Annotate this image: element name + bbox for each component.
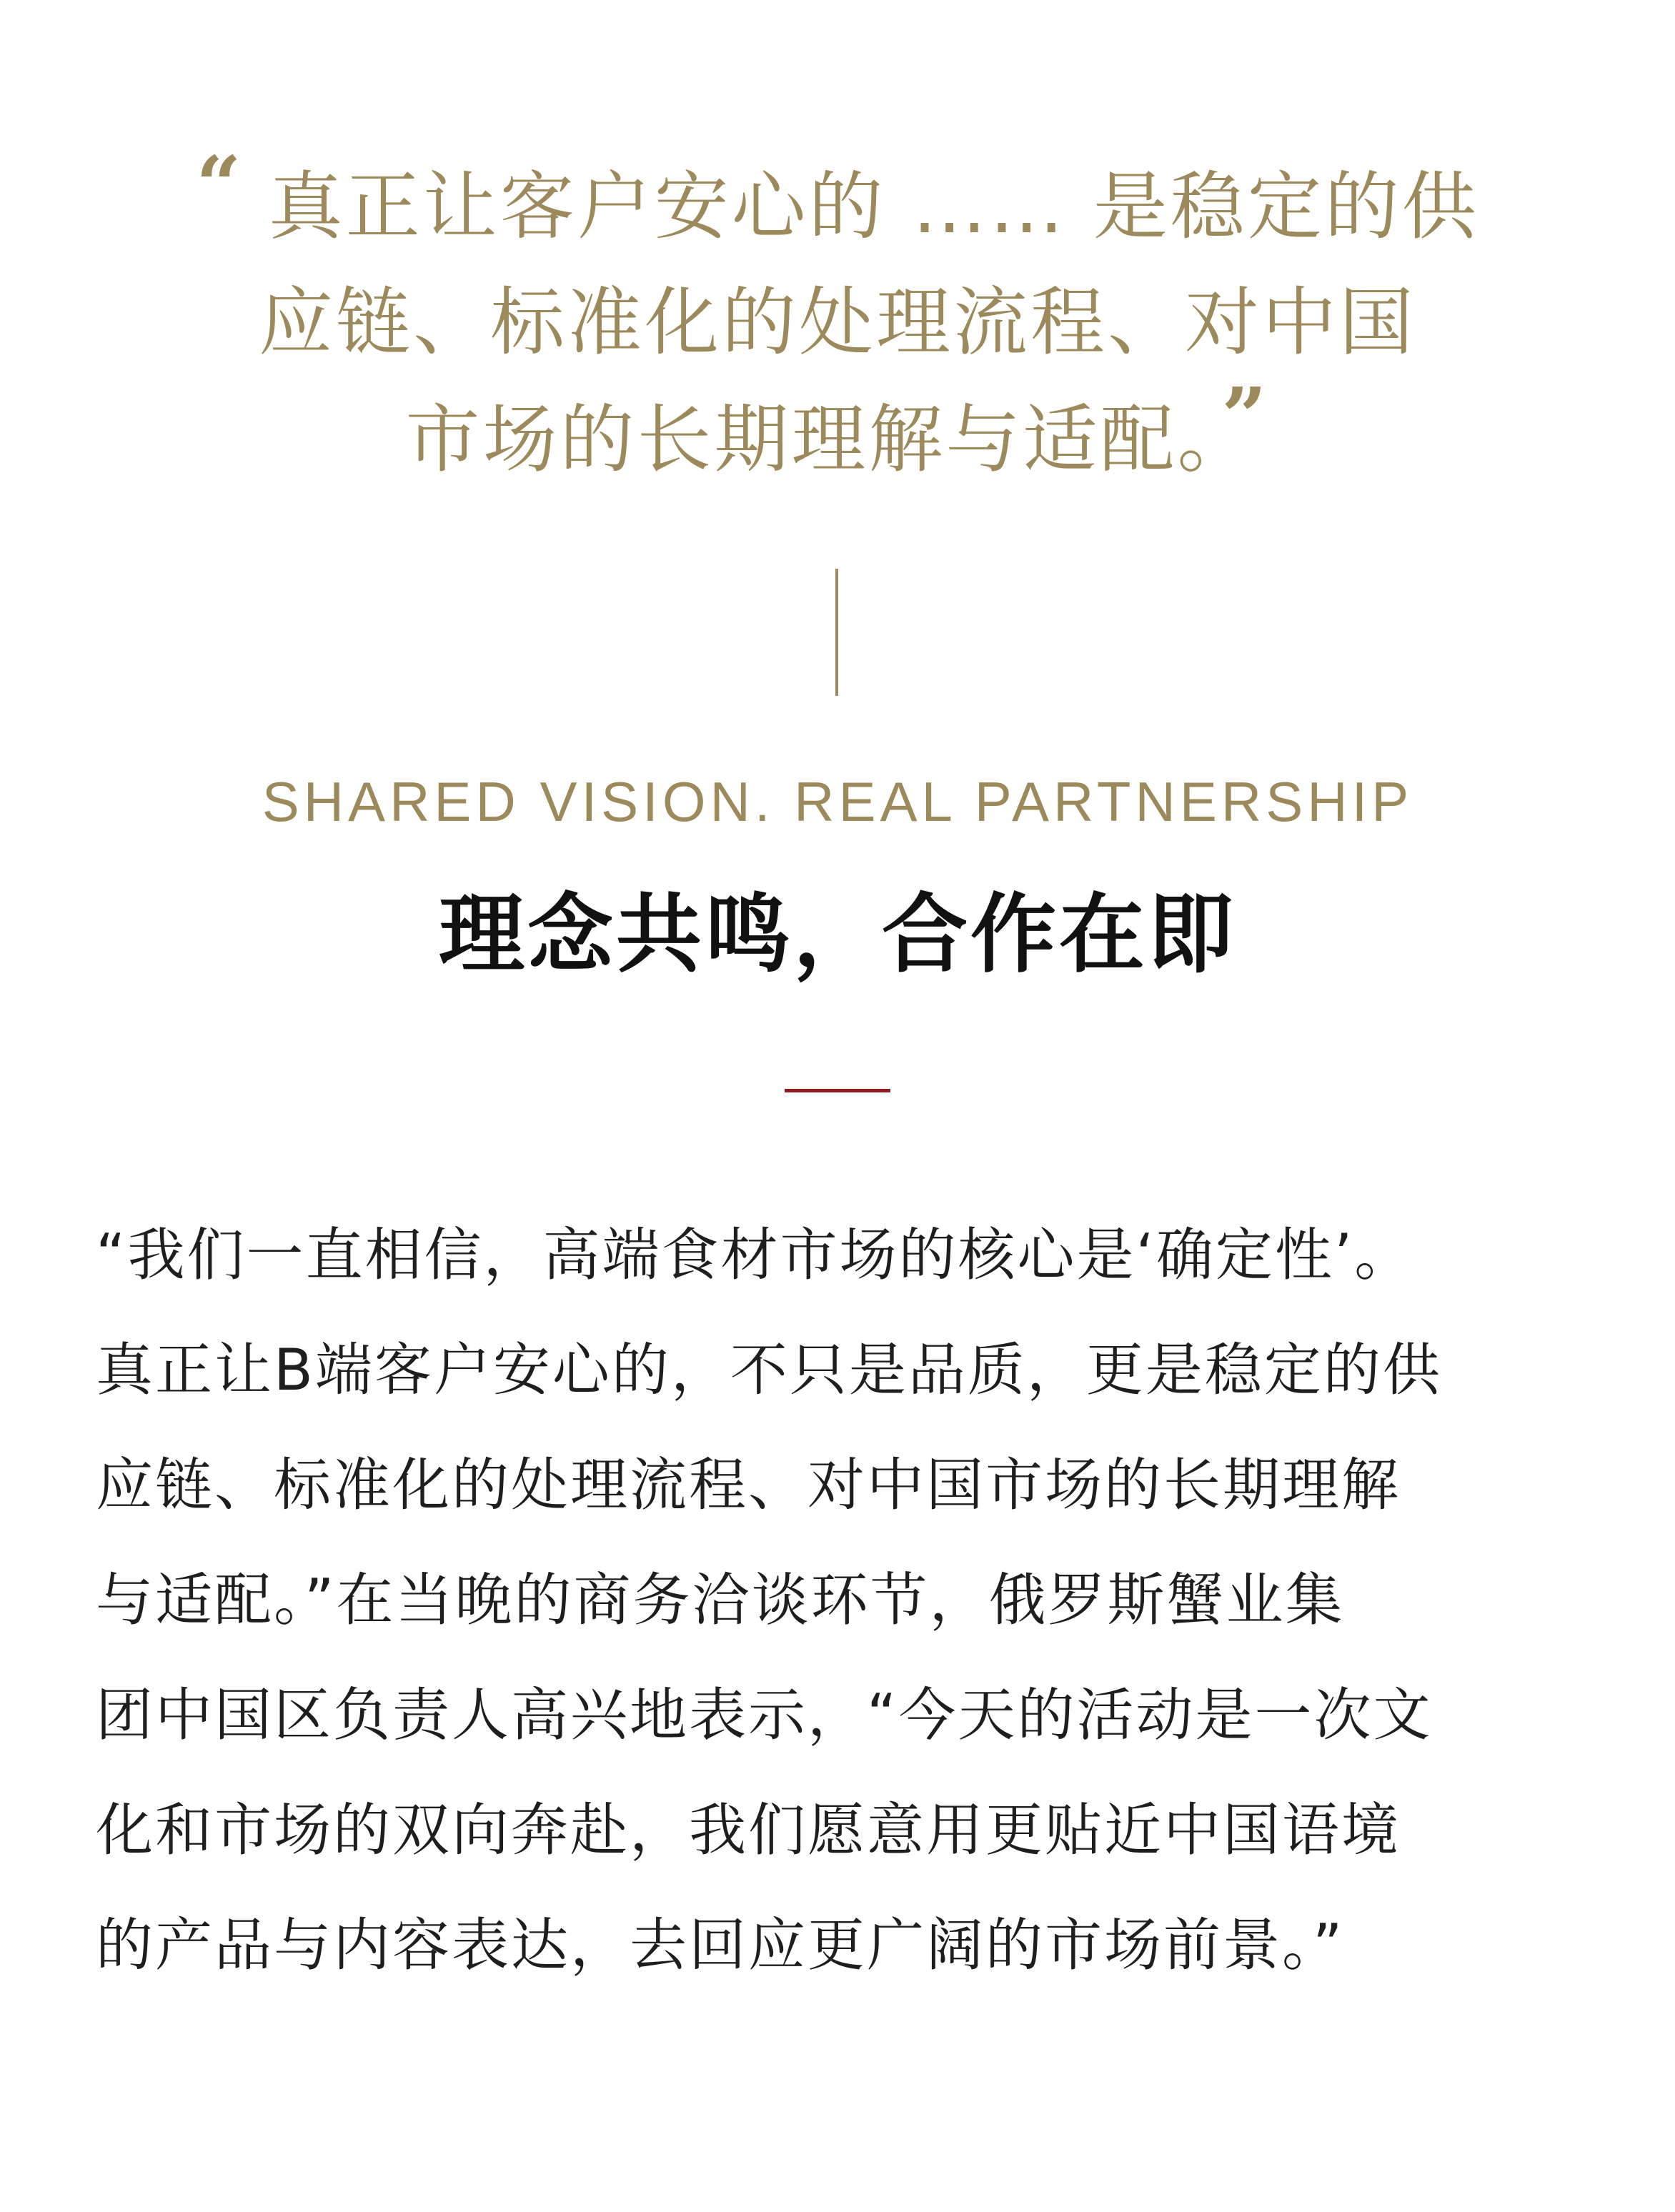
- body-line: 团中国区负责人高兴地表示，“今天的活动是一次文: [96, 1682, 1433, 1748]
- body-paragraph: [96, 1197, 1579, 2003]
- vertical-divider: [835, 569, 838, 696]
- open-quote-mark: “: [196, 139, 244, 231]
- body-line: 真正让B端客户安心的，不只是品质，更是稳定的供: [96, 1337, 1442, 1403]
- pull-quote-line: [0, 370, 1675, 497]
- body-line: “我们一直相信，高端食材市场的核心是‘确定性’。: [96, 1222, 1414, 1288]
- pull-quote-text: 市场的长期理解与适配。: [405, 396, 1218, 483]
- section-eyebrow: SHARED VISION. REAL PARTNERSHIP: [262, 770, 1413, 833]
- body-line: 化和市场的双向奔赴，我们愿意用更贴近中国语境: [96, 1797, 1401, 1863]
- body-line: 的产品与内容表达，去回应更广阔的市场前景。”: [96, 1912, 1345, 1978]
- close-quote-mark: ”: [1221, 370, 1270, 462]
- body-line: 与适配。”在当晚的商务洽谈环节，俄罗斯蟹业集: [96, 1567, 1345, 1633]
- pull-quote-line: [0, 139, 1675, 264]
- section-title: 理念共鸣，合作在即: [439, 884, 1236, 985]
- pull-quote-text: 真正让客户安心的 …… 是稳定的供: [268, 163, 1479, 250]
- body-line: 应链、标准化的处理流程、对中国市场的长期理解: [96, 1452, 1401, 1518]
- pull-quote: [0, 139, 1675, 497]
- accent-divider: [785, 1089, 890, 1092]
- pull-quote-line: [0, 264, 1675, 380]
- pull-quote-text: 应链、标准化的处理流程、对中国: [258, 279, 1416, 366]
